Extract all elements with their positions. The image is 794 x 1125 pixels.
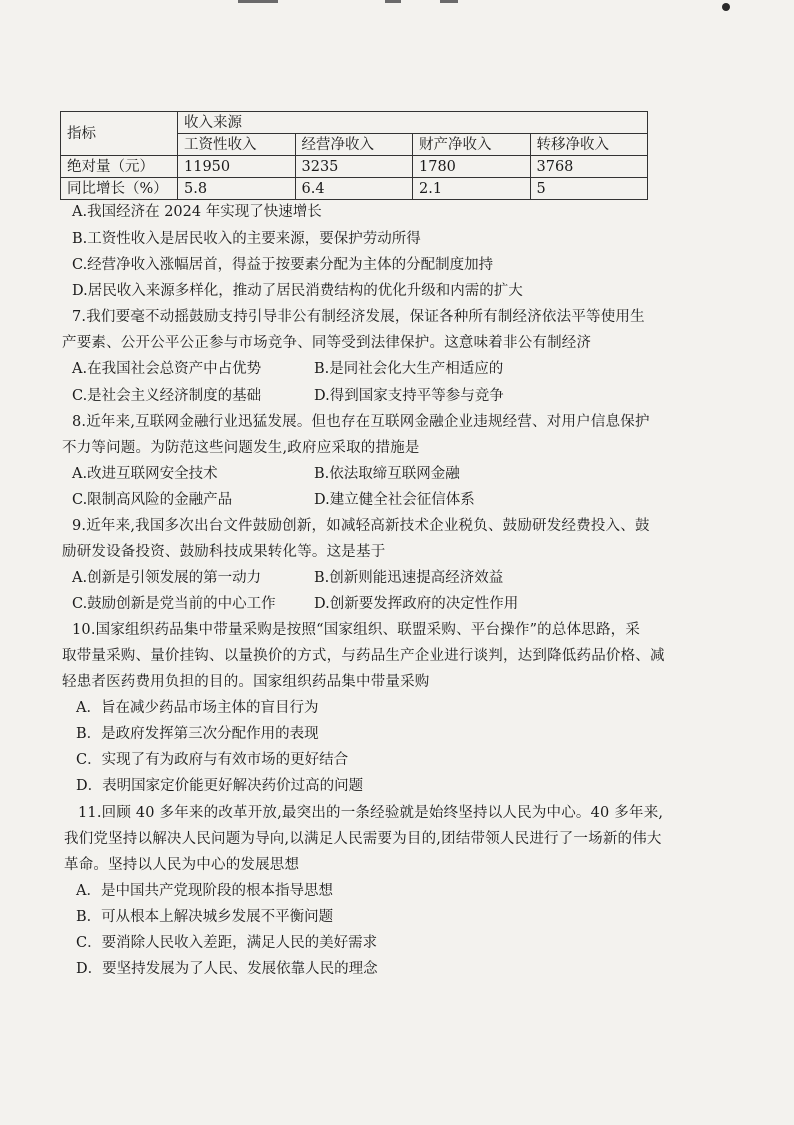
indicator-header: 指标 [61,112,178,156]
table-row [61,112,648,134]
q11-option-d: D．要坚持发展为了人民、发展依靠人民的理念 [76,961,378,977]
table-row [61,178,648,200]
q11-stem-line: 我们党坚持以解决人民问题为导向,以满足人民需要为目的,团结带领人民进行了一场新的伟大 [64,831,662,847]
q8-option-a: A.改进互联网安全技术 [72,466,218,482]
q6-option-b: B.工资性收入是居民收入的主要来源，要保护劳动所得 [72,231,421,247]
q9-option-d: D.创新要发挥政府的决定性作用 [314,596,519,612]
table-cell: 11950 [178,156,296,178]
q10-stem-line: 10.国家组织药品集中带量采购是按照“国家组织、联盟采购、平台操作”的总体思路，采 [72,622,641,638]
q7-option-a: A.在我国社会总资产中占优势 [72,361,262,377]
column-header: 工资性收入 [178,134,296,156]
q7-option-c: C.是社会主义经济制度的基础 [72,388,262,404]
q11-stem-line: 革命。坚持以人民为中心的发展思想 [64,857,300,873]
income-source-header: 收入来源 [178,112,648,134]
q11-option-a: A．是中国共产党现阶段的根本指导思想 [76,883,333,899]
q6-option-a: A.我国经济在 2024 年实现了快速增长 [72,204,322,220]
table-cell: 5.8 [178,178,296,200]
q8-option-b: B.依法取缔互联网金融 [314,466,460,482]
q8-option-c: C.限制高风险的金融产品 [72,492,233,508]
q11-option-b: B．可从根本上解决城乡发展不平衡问题 [76,909,334,925]
q7-stem-line: 7.我们要毫不动摇鼓励支持引导非公有制经济发展，保证各种所有制经济依法平等使用生 [72,309,645,325]
q10-option-d: D．表明国家定价能更好解决药价过高的问题 [76,778,364,794]
income-table [60,111,648,200]
table-row [61,156,648,178]
q11-stem-line: 11.回顾 40 多年来的改革开放,最突出的一条经验就是始终坚持以人民为中心。40 多年来, [78,805,664,821]
q7-option-b: B.是同社会化大生产相适应的 [314,361,504,377]
q7-stem-line: 产要素、公开公平公正参与市场竞争、同等受到法律保护。这意味着非公有制经济 [62,335,592,351]
column-header: 财产净收入 [413,134,531,156]
q10-option-a: A．旨在减少药品市场主体的盲目行为 [76,700,319,716]
scan-edge-mark [440,0,458,3]
q11-option-c: C．要消除人民收入差距，满足人民的美好需求 [76,935,378,951]
q8-stem-line: 不力等问题。为防范这些问题发生,政府应采取的措施是 [62,440,420,456]
q9-stem-line: 9.近年来,我国多次出台文件鼓励创新，如减轻高新技术企业税负、鼓励研发经费投入、鼓 [72,518,650,534]
table-cell: 2.1 [413,178,531,200]
scan-edge-mark [238,0,278,3]
column-header: 经营净收入 [295,134,413,156]
column-header: 转移净收入 [530,134,648,156]
table-cell: 1780 [413,156,531,178]
table-cell: 3768 [530,156,648,178]
q9-option-c: C.鼓励创新是党当前的中心工作 [72,596,276,612]
q7-option-d: D.得到国家支持平等参与竞争 [314,388,504,404]
q8-stem-line: 8.近年来,互联网金融行业迅猛发展。但也存在互联网金融企业违规经营、对用户信息保护 [72,414,650,430]
q8-option-d: D.建立健全社会征信体系 [314,492,475,508]
scan-edge-mark [385,0,401,3]
q10-stem-line: 取带量采购、量价挂钩、以量换价的方式，与药品生产企业进行谈判，达到降低药品价格、减 [62,648,665,664]
q9-stem-line: 励研发设备投资、鼓励科技成果转化等。这是基于 [62,544,386,560]
scan-speck [722,3,730,11]
row-label: 同比增长（%） [61,178,178,200]
table-cell: 5 [530,178,648,200]
table-cell: 6.4 [295,178,413,200]
table-cell: 3235 [295,156,413,178]
q10-stem-line: 轻患者医药费用负担的目的。国家组织药品集中带量采购 [62,674,430,690]
q9-option-a: A.创新是引领发展的第一动力 [72,570,262,586]
q10-option-b: B．是政府发挥第三次分配作用的表现 [76,726,319,742]
row-label: 绝对量（元） [61,156,178,178]
q10-option-c: C．实现了有为政府与有效市场的更好结合 [76,752,349,768]
q9-option-b: B.创新则能迅速提高经济效益 [314,570,504,586]
q6-option-c: C.经营净收入涨幅居首，得益于按要素分配为主体的分配制度加持 [72,257,494,273]
q6-option-d: D.居民收入来源多样化，推动了居民消费结构的优化升级和内需的扩大 [72,283,523,299]
